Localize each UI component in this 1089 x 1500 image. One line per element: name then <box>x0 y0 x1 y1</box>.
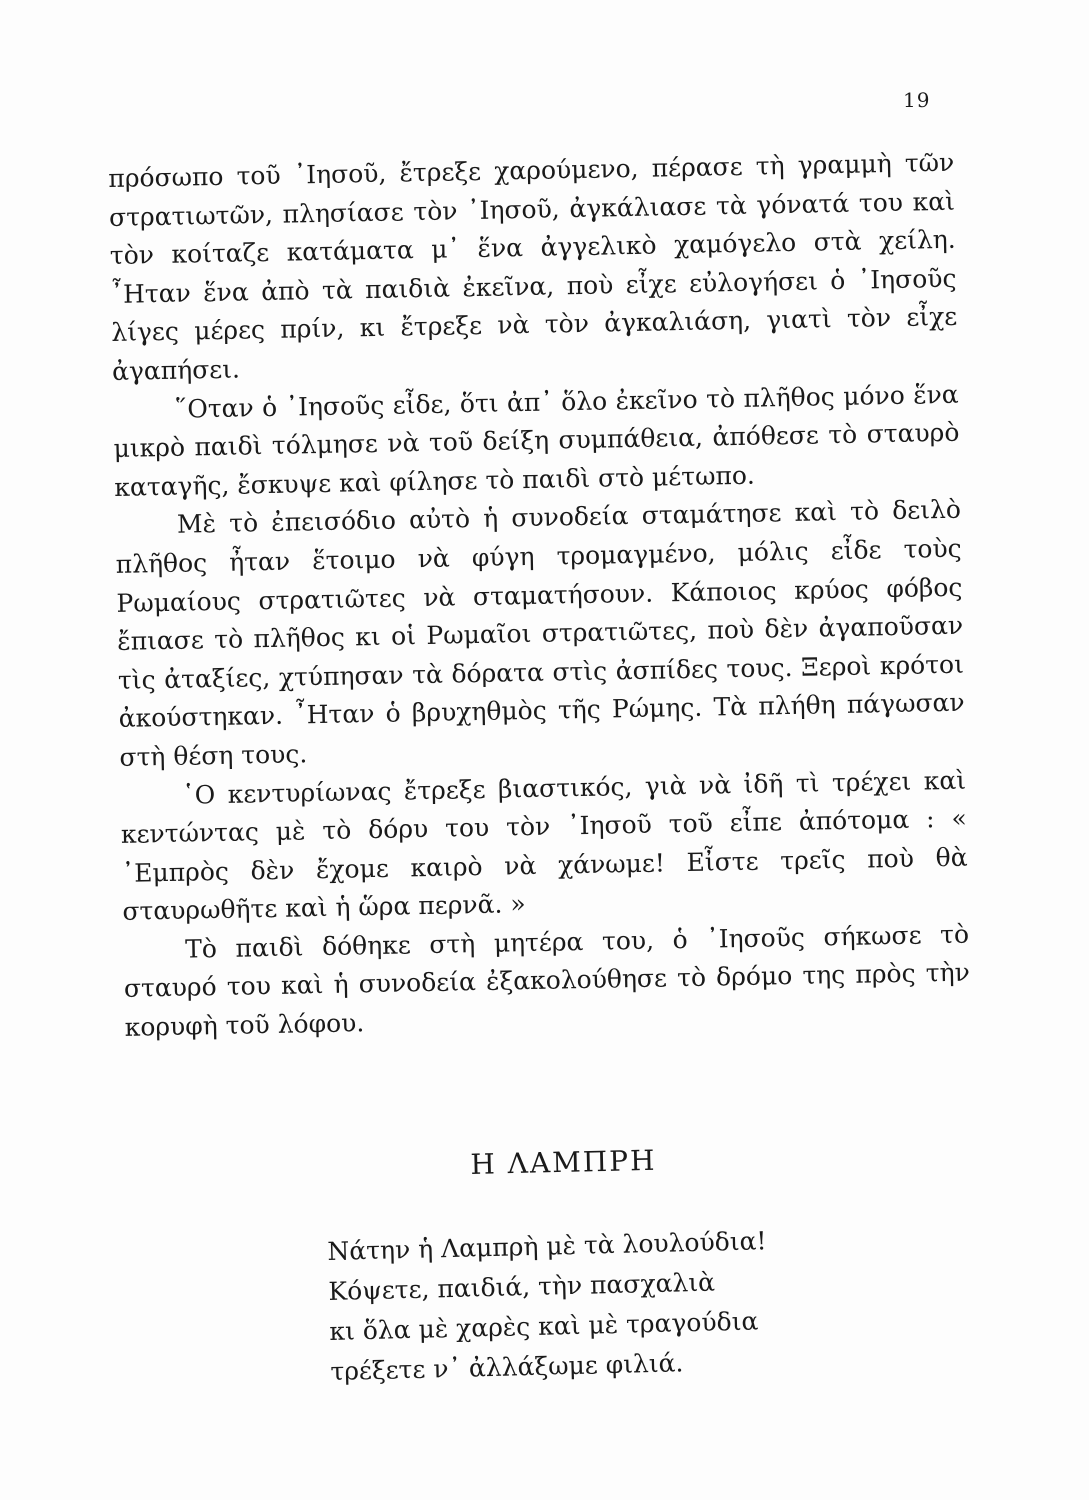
paragraph-2: ῞Οταν ὁ ᾽Ιησοῦς εἶδε, ὅτι ἀπ᾽ ὅλο ἐκεῖνο τὸ πλῆθος μόνο ἕνα μικρὸ παιδὶ τόλμησε νὰ τοῦ δείξη συμπάθεια, ἀπόθεσε τὸ σταυρὸ καταγῆς, ἔσκυψε καὶ φίλησε τὸ παιδὶ στὸ μέτωπο. <box>113 379 960 502</box>
poem-line: Κόψετε, παιδιά, τὴν πασχαλιὰ <box>328 1267 716 1306</box>
paragraph-5: Τὸ παιδὶ δόθηκε στὴ μητέρα του, ὁ ᾽Ιησοῦς σήκωσε τὸ σταυρό του καὶ ἡ συνοδεία ἐξακολούθησε τὸ δρόμο της πρὸς τὴν κορυφὴ τοῦ λόφου. <box>123 919 971 1042</box>
poem-line: τρέξετε ν᾽ ἀλλάξωμε φιλιά. <box>330 1348 684 1386</box>
page-number: 19 <box>903 88 931 112</box>
paragraph-4: ῾Ο κεντυρίωνας ἔτρεξε βιαστικός, γιὰ νὰ ἰδῆ τὶ τρέχει καὶ κεντώντας μὲ τὸ δόρυ του τὸν ᾽Ιησοῦ τοῦ εἶπε ἀπότομα : « ᾽Εμπρὸς δὲν ἔχομε καιρὸ νὰ χάνωμε! Εἶστε τρεῖς ποὺ θὰ σταυρωθῆτε καὶ ἡ ὥρα περνᾶ. » <box>120 765 968 927</box>
poem-line: κι ὅλα μὲ χαρὲς καὶ μὲ τραγούδια <box>329 1306 759 1346</box>
poem-line: Νάτην ἡ Λαμπρὴ μὲ τὰ λουλούδια! <box>327 1226 767 1266</box>
paragraph-3: Μὲ τὸ ἐπεισόδιο αὐτὸ ἡ συνοδεία σταμάτησε καὶ τὸ δειλὸ πλῆθος ἦταν ἕτοιμο νὰ φύγη τρομαγμένο, μόλις εἶδε τοὺς Ρωμαίους στρατιῶτες νὰ σταματήσουν. Κάποιος κρύος φόβος ἔπιασε τὸ πλῆθος κι οἱ Ρωμαῖοι στρατιῶτες, ποὺ δὲν ἀγαποῦσαν τὶς ἀταξίες, χτύπησαν τὰ δόρατα στὶς ἀσπίδες τους. Ξεροὶ κρότοι ἀκούστηκαν. ῏Ηταν ὁ βρυχηθμὸς τῆς Ρώμης. Τὰ πλήθη πάγωσαν στὴ θέση τους. <box>115 495 965 772</box>
body-text <box>108 144 971 1048</box>
paragraph-1: πρόσωπο τοῦ ᾽Ιησοῦ, ἔτρεξε χαρούμενο, πέρασε τὴ γραμμὴ τῶν στρατιωτῶν, πλησίασε τὸν ᾽Ιησοῦ, ἀγκάλιασε τὰ γόνατά του καὶ τὸν κοίταζε κατάματα μ᾽ ἕνα ἀγγελικὸ χαμόγελο στὰ χείλη. ῏Ηταν ἕνα ἀπὸ τὰ παιδιὰ ἐκεῖνα, ποὺ εἶχε εὐλογήσει ὁ ᾽Ιησοῦς λίγες μέρες πρίν, κι ἔτρεξε νὰ τὸν ἀγκαλιάση, γιατὶ τὸν εἶχε ἀγαπήσει. <box>108 147 958 386</box>
poem <box>327 1221 770 1392</box>
poem-title: Η ΛΑΜΠΡΗ <box>470 1143 657 1181</box>
